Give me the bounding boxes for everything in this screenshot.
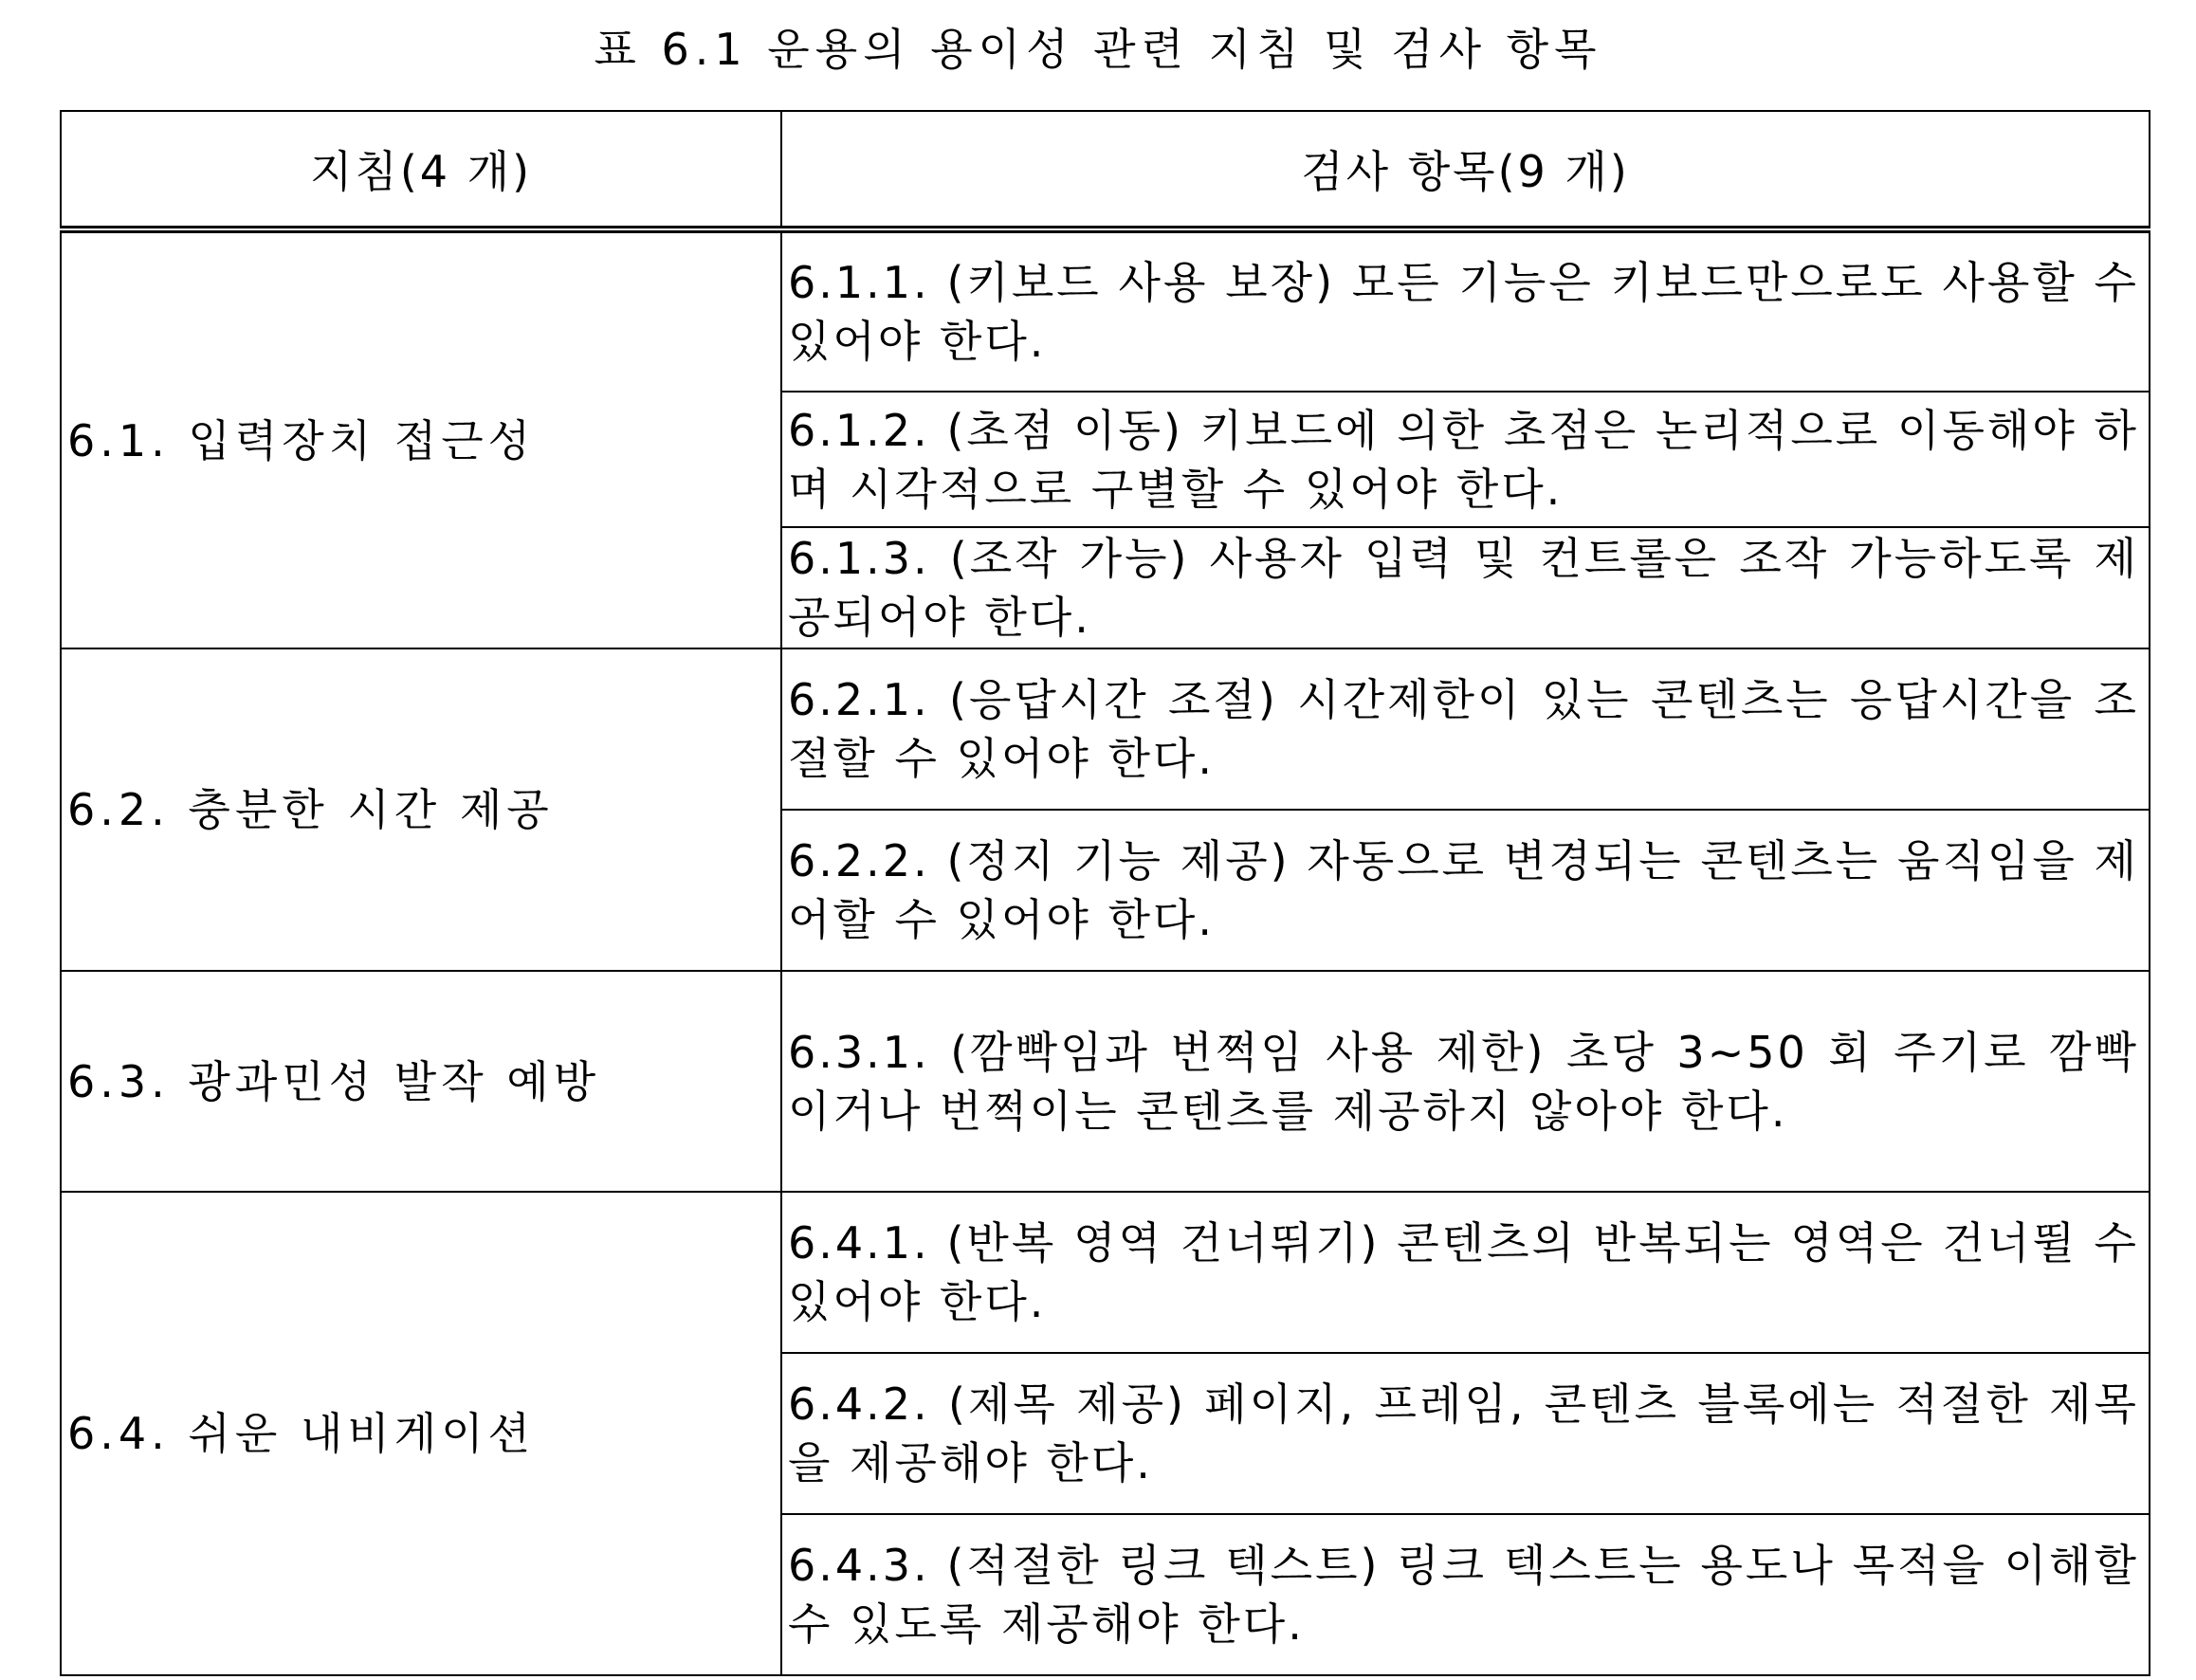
table-row [61,648,2150,810]
guideline-cell: 6.2. 충분한 시간 제공 [61,648,781,971]
check-item-cell: 6.4.1. (반복 영역 건너뛰기) 콘텐츠의 반복되는 영역은 건너뛸 수 있어야 한다. [781,1192,2150,1353]
guidelines-table [60,110,2150,1676]
table-caption: 표 6.1 운용의 용이성 관련 지침 및 검사 항목 [594,24,1602,75]
check-item-cell: 6.4.3. (적절한 링크 텍스트) 링크 텍스트는 용도나 목적을 이해할 수 있도록 제공해야 한다. [781,1514,2150,1675]
guideline-cell: 6.1. 입력장치 접근성 [61,229,781,648]
check-item-cell: 6.2.1. (응답시간 조절) 시간제한이 있는 콘텐츠는 응답시간을 조절할 수 있어야 한다. [781,648,2150,810]
guideline-cell: 6.3. 광과민성 발작 예방 [61,971,781,1192]
check-item-cell: 6.1.3. (조작 가능) 사용자 입력 및 컨트롤은 조작 가능하도록 제공되어야 한다. [781,527,2150,648]
check-item-cell: 6.1.1. (키보드 사용 보장) 모든 기능은 키보드만으로도 사용할 수 있어야 한다. [781,229,2150,392]
check-item-cell: 6.4.2. (제목 제공) 페이지, 프레임, 콘텐츠 블록에는 적절한 제목을 제공해야 한다. [781,1353,2150,1514]
check-item-cell: 6.2.2. (정지 기능 제공) 자동으로 변경되는 콘텐츠는 움직임을 제어할 수 있어야 한다. [781,810,2150,971]
guideline-column-header: 지침(4 개) [61,111,781,229]
guideline-cell: 6.4. 쉬운 내비게이션 [61,1192,781,1675]
table-row [61,1192,2150,1353]
check-item-cell: 6.1.2. (초점 이동) 키보드에 의한 초점은 논리적으로 이동해야 하며 시각적으로 구별할 수 있어야 한다. [781,392,2150,527]
check-item-column-header: 검사 항목(9 개) [781,111,2150,229]
table-row [61,229,2150,392]
table-header-row [61,111,2150,229]
check-item-cell: 6.3.1. (깜빡임과 번쩍임 사용 제한) 초당 3~50 회 주기로 깜빡이거나 번쩍이는 콘텐츠를 제공하지 않아야 한다. [781,971,2150,1192]
table-row [61,971,2150,1192]
